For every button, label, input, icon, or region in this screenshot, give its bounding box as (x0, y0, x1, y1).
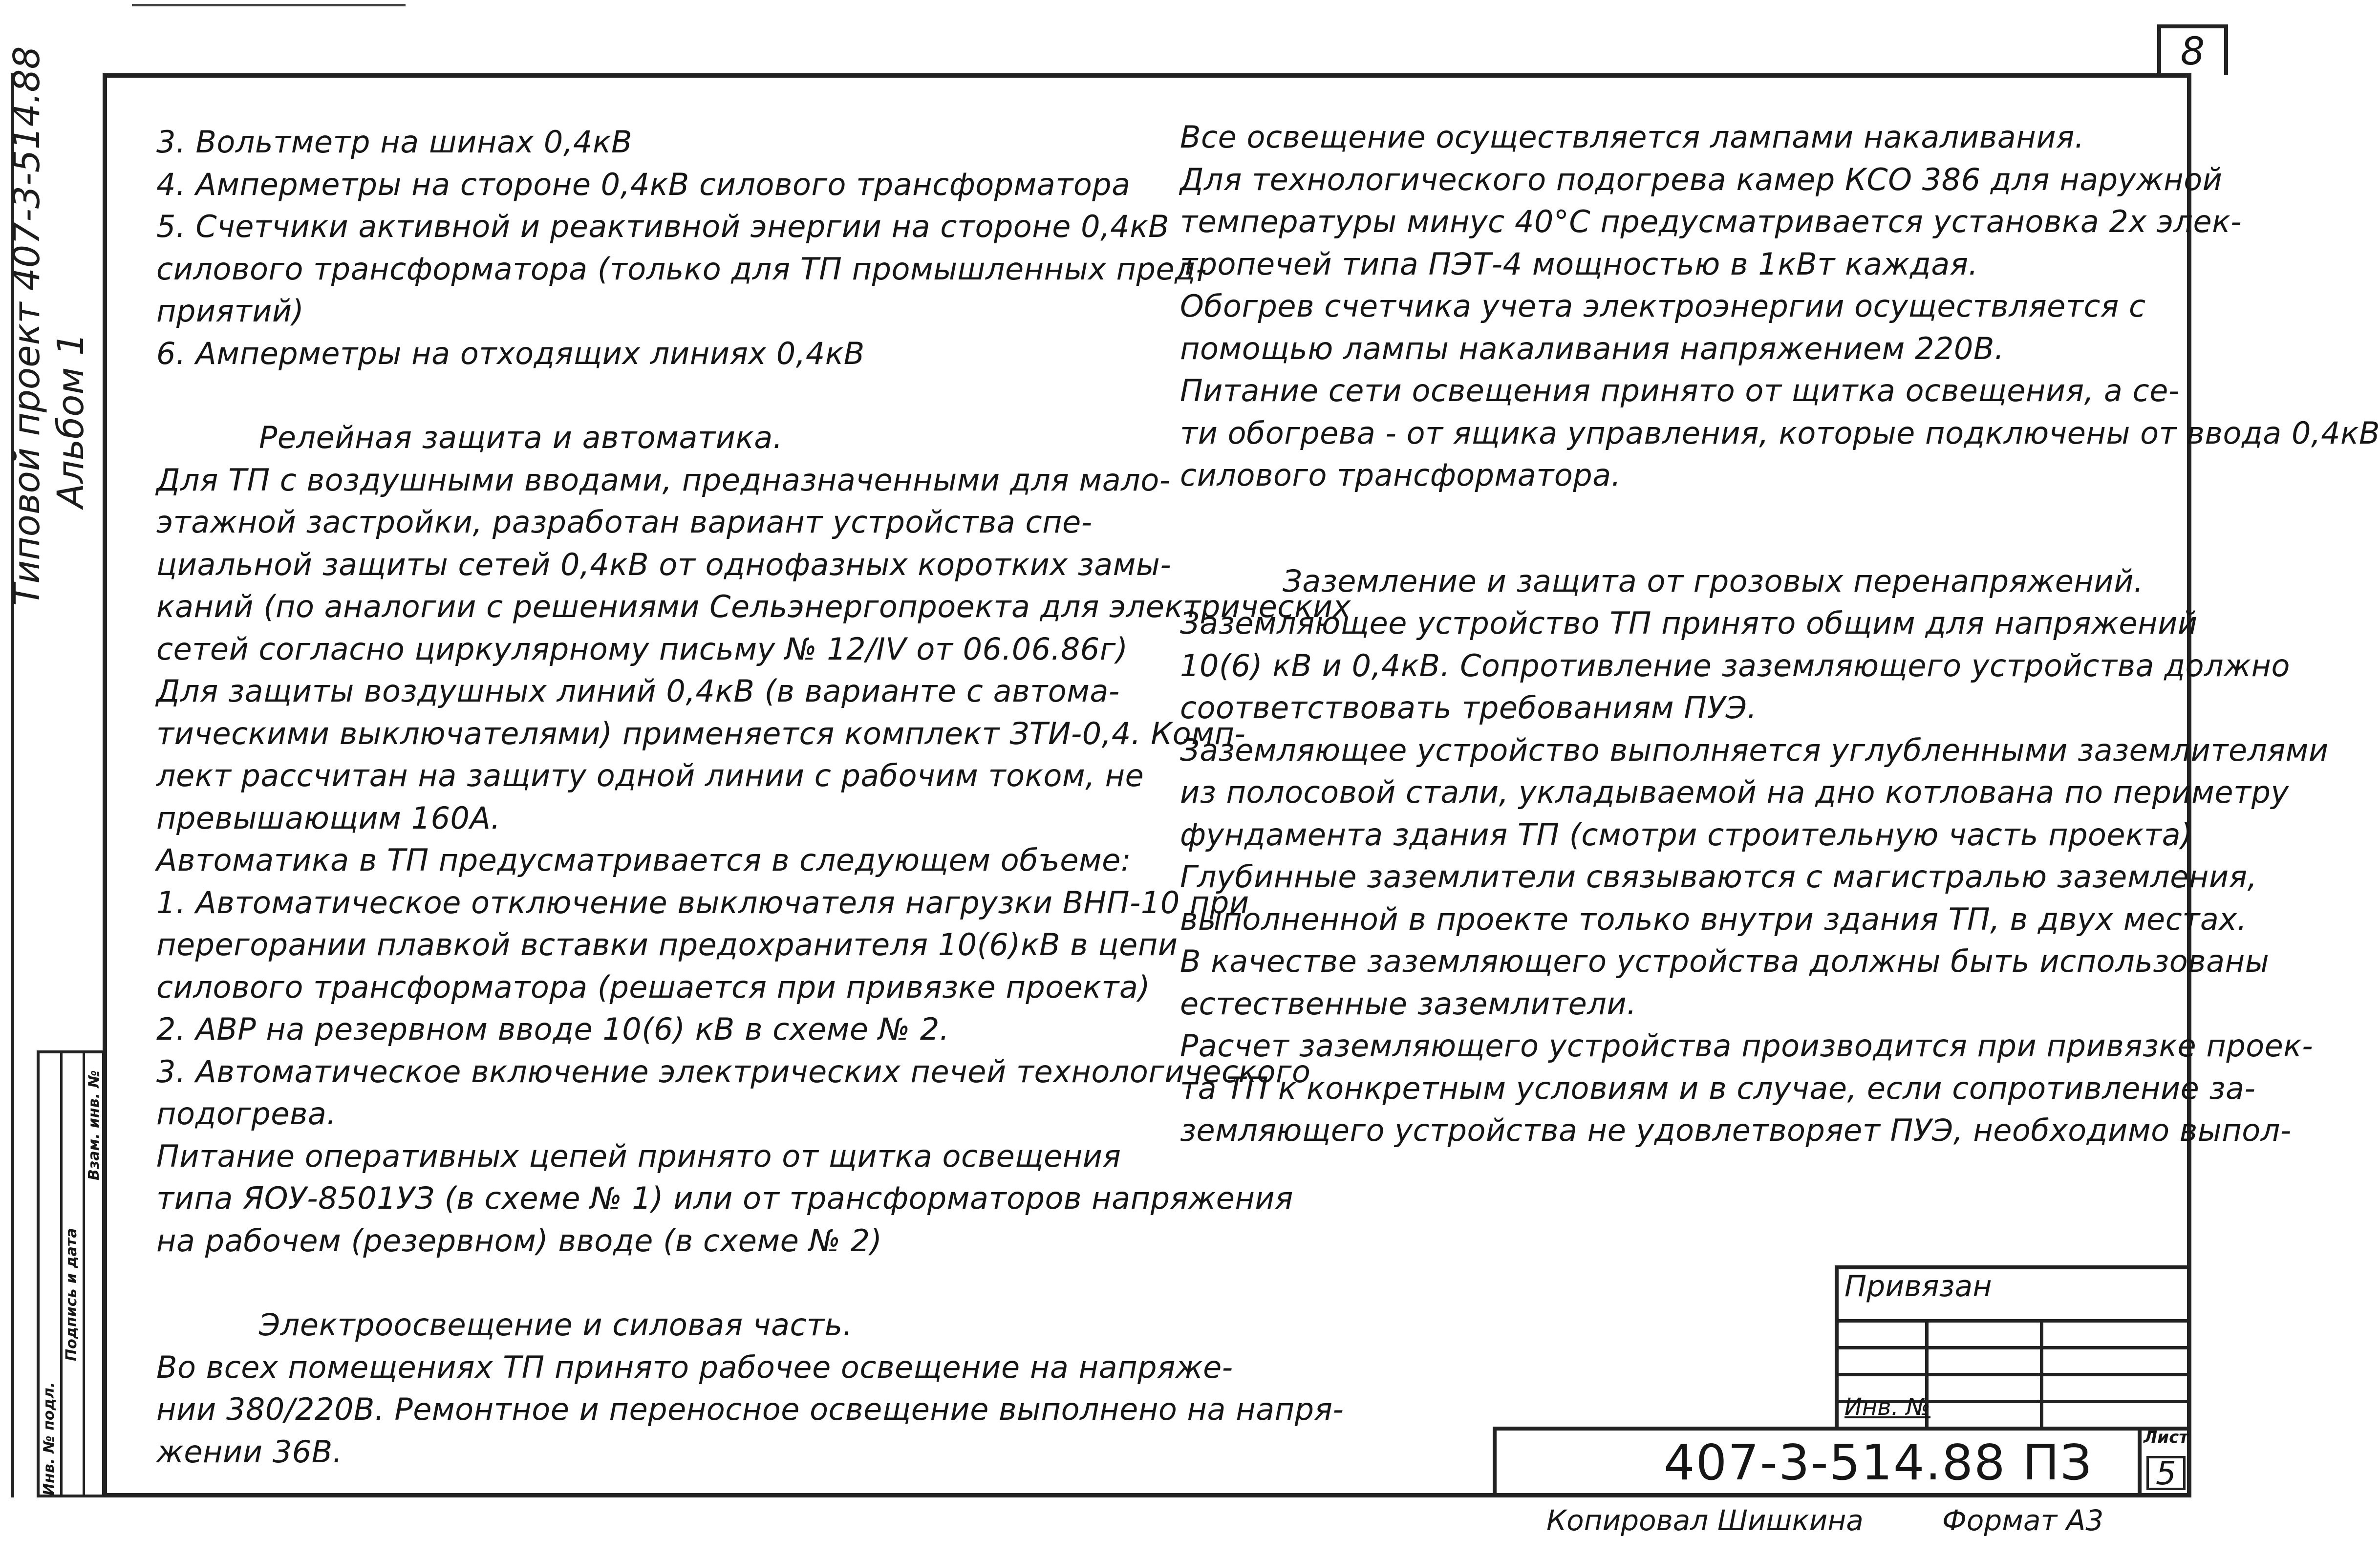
text-line: естественные заземлители. (1180, 985, 1637, 1022)
text-line: Расчет заземляющего устройства производится при привязке проек- (1180, 1028, 2314, 1064)
grid-rule (1835, 1346, 2191, 1349)
text-line: Автоматика в ТП предусматривается в следующем объеме: (156, 842, 1132, 878)
text-line: на рабочем (резервном) вводе (в схеме № 2) (156, 1222, 882, 1259)
text-line: нии 380/220В. Ремонтное и переносное освещение выполнено на напря- (156, 1391, 1344, 1427)
paragraph-gap (156, 1262, 1134, 1304)
paper-format: Формат А3 (1942, 1504, 2104, 1537)
paragraph-gap (156, 375, 1134, 417)
text-line: Питание сети освещения принято от щитка освещения, а се- (1180, 373, 2180, 408)
text-line: Глубинные заземлители связываются с магистралью заземления, (1180, 859, 2257, 895)
text-line: выполненной в проекте только внутри здания ТП, в двух местах. (1180, 901, 2247, 937)
text-line: Заземляющее устройство выполняется углубленными заземлителями (1180, 732, 2329, 768)
strip-label-vzam-inv: Взам. инв. № (86, 1070, 103, 1180)
text-line: тропечей типа ПЭТ-4 мощностью в 1кВт каждая. (1180, 246, 1978, 282)
text-line: из полосовой стали, укладываемой на дно котлована по периметру (1180, 774, 2289, 810)
text-line: помощью лампы накаливания напряжением 220В. (1180, 330, 2005, 366)
sheet-cell (2138, 1427, 2191, 1497)
text-line: силового трансформатора. (1180, 457, 1621, 493)
text-line: приятий) (156, 293, 304, 329)
text-line: 3. Вольтметр на шинах 0,4кВ (156, 124, 632, 160)
document-code: 407-3-514.88 ПЗ (1664, 1434, 2093, 1491)
side-title-album: Альбом 1 (50, 333, 92, 508)
text-line: 4. Амперметры на стороне 0,4кВ силового трансформатора (156, 166, 1131, 202)
text-line: жении 36В. (156, 1433, 343, 1470)
text-line: земляющего устройства не удовлетворяет ПУЭ, необходимо выпол- (1180, 1112, 2292, 1148)
side-title (5, 46, 93, 606)
title-block (1493, 1265, 2191, 1497)
text-line: та ТП к конкретным условиям и в случае, если сопротивление за- (1180, 1070, 2256, 1106)
section-heading: Заземление и защита от грозовых перенапряжений. (1283, 563, 2144, 599)
text-line: тическими выключателями) применяется комплект ЗТИ-0,4. Комп- (156, 715, 1246, 751)
strip-divider (60, 1053, 63, 1495)
text-line: 5. Счетчики активной и реактивной энергии на стороне 0,4кВ (156, 209, 1170, 244)
text-line: лект рассчитан на защиту одной линии с рабочим током, не (156, 758, 1144, 793)
text-line: каний (по аналогии с решениями Сельэнергопроекта для электрических (156, 589, 1351, 624)
text-line: сетей согласно циркулярному письму № 12/IV от 06.06.86г) (156, 631, 1128, 667)
text-line: Для ТП с воздушными вводами, предназначенными для мало- (156, 462, 1171, 498)
text-line: Для защиты воздушных линий 0,4кВ (в варианте с автома- (156, 673, 1120, 709)
text-line: силового трансформатора (только для ТП промышленных пред- (156, 251, 1207, 287)
grid-rule (1835, 1319, 2191, 1323)
strip-divider (83, 1053, 85, 1495)
text-line: Заземляющее устройство ТП принято общим для напряжений (1180, 605, 2198, 641)
text-line: Питание оперативных цепей принято от щитка освещения (156, 1138, 1121, 1174)
text-line: 6. Амперметры на отходящих линиях 0,4кВ (156, 335, 865, 371)
text-line: соответствовать требованиям ПУЭ. (1180, 690, 1757, 726)
sheet-label: Лист (2144, 1428, 2188, 1447)
text-line: ти обогрева - от ящика управления, которые подключены от ввода 0,4кВ (1180, 415, 2380, 451)
copied-by: Копировал Шишкина (1546, 1504, 1864, 1537)
page-number: 8 (2157, 24, 2228, 75)
grid-rule (2040, 1319, 2043, 1427)
text-line: 3. Автоматическое включение электрических печей технологического (156, 1053, 1311, 1090)
right-text-column (1180, 116, 2380, 1152)
side-title-project: Типовой проект 407-3-514.88 (6, 46, 48, 606)
section-heading: Релейная защита и автоматика. (259, 420, 783, 455)
text-line: 2. АВР на резервном вводе 10(6) кВ в схеме № 2. (156, 1011, 950, 1047)
top-rule (132, 4, 406, 6)
text-line: Для технологического подогрева камер КСО 386 для наружной (1180, 161, 2223, 197)
text-line: температуры минус 40°С предусматривается установка 2х элек- (1180, 204, 2242, 239)
text-line: фундамента здания ТП (смотри строительную часть проекта) (1180, 816, 2193, 853)
text-line: подогрева. (156, 1096, 337, 1132)
text-line: Во всех помещениях ТП принято рабочее освещение на напряже- (156, 1349, 1233, 1385)
text-line: циальной защиты сетей 0,4кВ от однофазных коротких замы- (156, 546, 1172, 582)
text-line: Все освещение осуществляется лампами накаливания. (1180, 119, 2085, 155)
text-line: типа ЯОУ-8501УЗ (в схеме № 1) или от трансформаторов напряжения (156, 1180, 1293, 1216)
text-line: В качестве заземляющего устройства должны быть использованы (1180, 943, 2270, 979)
text-line: этажной застройки, разработан вариант устройства спе- (156, 504, 1093, 540)
text-line: силового трансформатора (решается при привязке проекта) (156, 969, 1151, 1005)
side-approval-strip (37, 1050, 105, 1497)
text-line: Обогрев счетчика учета электроэнергии осуществляется с (1180, 288, 2146, 324)
grid-rule (1835, 1373, 2191, 1376)
text-line: перегорании плавкой вставки предохранителя 10(6)кВ в цепи (156, 927, 1178, 962)
strip-label-signature-date: Подпись и дата (63, 1228, 80, 1361)
text-line: 1. Автоматическое отключение выключателя нагрузки ВНП-10 при (156, 884, 1249, 920)
text-line: 10(6) кВ и 0,4кВ. Сопротивление заземляющего устройства должно (1180, 647, 2290, 684)
inv-label: Инв. № (1844, 1393, 1931, 1421)
sheet-number: 5 (2146, 1456, 2186, 1490)
left-text-column (156, 121, 1351, 1473)
strip-label-inv-podl: Инв. № подл. (41, 1382, 58, 1496)
paragraph-gap (1180, 497, 2182, 560)
text-line: превышающим 160А. (156, 800, 501, 836)
privyazan-label: Привязан (1844, 1269, 1992, 1304)
section-heading: Электроосвещение и силовая часть. (259, 1307, 853, 1343)
